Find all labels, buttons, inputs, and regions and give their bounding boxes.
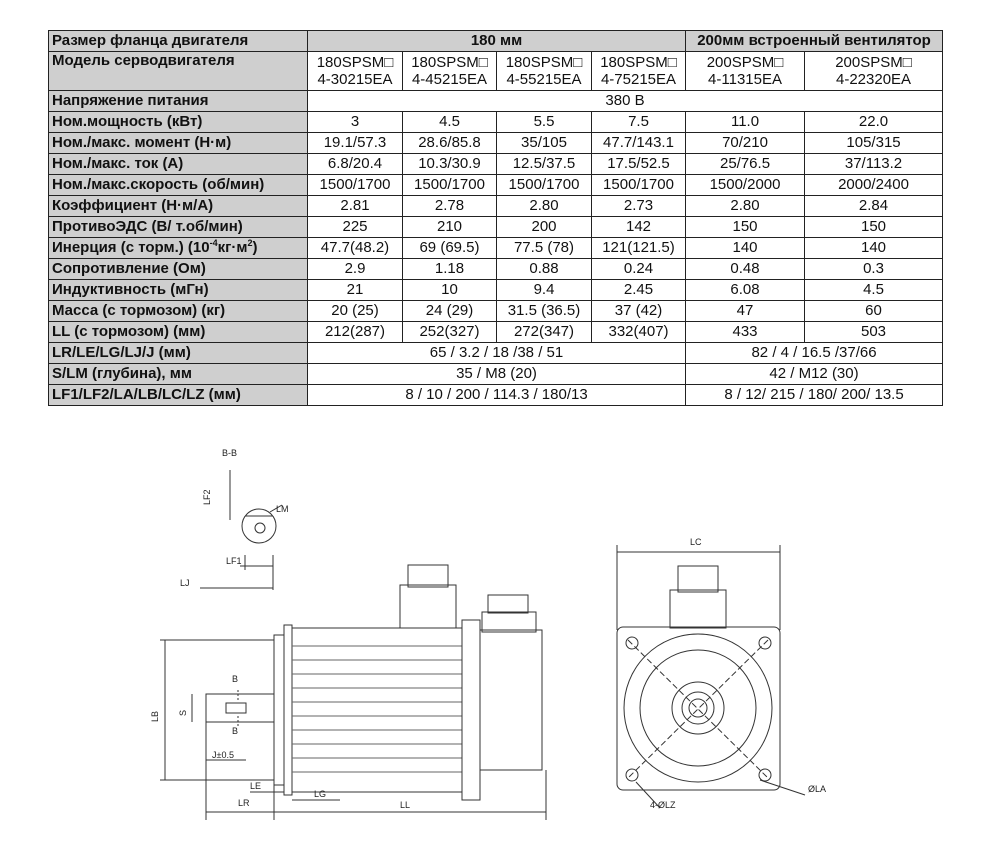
value-cell: 433 [686,322,805,343]
row-voltage [49,91,943,112]
value-cell: 20 (25) [308,301,403,322]
row-mass [49,301,943,322]
row-label: Ном.мощность (кВт) [49,112,308,133]
shaft-section-circle [242,509,276,543]
value-cell: 1500/1700 [403,175,497,196]
value-cell: 1500/1700 [592,175,686,196]
row-inductance [49,280,943,301]
lf1-label: LF1 [226,556,242,566]
value-cell: 2.80 [497,196,592,217]
encoder-connector [482,612,536,632]
value-cell: 11.0 [686,112,805,133]
value-cell: 69 (69.5) [403,238,497,259]
lf2-label: LF2 [202,489,212,505]
value-cell: 8 / 10 / 200 / 114.3 / 180/13 [308,385,686,406]
row-label: Напряжение питания [49,91,308,112]
key [226,703,246,713]
mount-hole [626,769,638,781]
center-hole [255,523,265,533]
value-cell: 35/105 [497,133,592,154]
value-cell: 105/315 [805,133,943,154]
front-connector [670,590,726,628]
row-label: Коэффициент (Н·м/А) [49,196,308,217]
power-connector [400,585,456,628]
value-cell: 0.24 [592,259,686,280]
value-cell: 6.8/20.4 [308,154,403,175]
section-label: B-B [222,448,238,458]
row-torque [49,133,943,154]
value-cell: 22.0 [805,112,943,133]
value-cell: 28.6/85.8 [403,133,497,154]
b-top-label: B [232,674,239,684]
value-cell: 82 / 4 / 16.5 /37/66 [686,343,943,364]
value-cell: 47.7(48.2) [308,238,403,259]
le-label: LE [250,781,262,791]
row-label: ПротивоЭДС (В/ т.об/мин) [49,217,308,238]
value-cell: 10.3/30.9 [403,154,497,175]
lg-label: LG [314,789,327,799]
motor-body [292,628,462,792]
value-cell: 60 [805,301,943,322]
front-outer-circle [624,634,772,782]
mount-hole [626,637,638,649]
value-cell: 2.45 [592,280,686,301]
rear-cover [462,620,480,800]
row-label: Индуктивность (мГн) [49,280,308,301]
value-cell: 47.7/143.1 [592,133,686,154]
value-cell: 142 [592,217,686,238]
row-model [49,52,943,91]
row-label: Ном./макс. момент (Н·м) [49,133,308,154]
value-cell: 503 [805,322,943,343]
value-cell: 4.5 [403,112,497,133]
row-ll [49,322,943,343]
row-slm [49,364,943,385]
value-cell: 12.5/37.5 [497,154,592,175]
row-flange [49,31,943,52]
value-cell: 2.9 [308,259,403,280]
flange-200-cell: 200мм встроенный вентилятор [686,31,943,52]
value-cell: 0.3 [805,259,943,280]
dimension-drawing [0,440,1000,865]
model-cell: 180SPSM□ 4-45215EA [403,52,497,91]
row-lr [49,343,943,364]
row-power [49,112,943,133]
voltage-cell: 380 В [308,91,943,112]
s-label: S [178,709,188,716]
value-cell: 150 [805,217,943,238]
j-label: J±0.5 [212,750,234,760]
row-label: LR/LE/LG/LJ/J (мм) [49,343,308,364]
row-resistance [49,259,943,280]
lz-label: 4-ØLZ [650,800,676,810]
value-cell: 5.5 [497,112,592,133]
value-cell: 1.18 [403,259,497,280]
value-cell: 0.88 [497,259,592,280]
value-cell: 2.73 [592,196,686,217]
value-cell: 2000/2400 [805,175,943,196]
row-coef [49,196,943,217]
value-cell: 35 / M8 (20) [308,364,686,385]
value-cell: 252(327) [403,322,497,343]
row-label: Ном./макс.скорость (об/мин) [49,175,308,196]
lb-label: LB [150,710,160,722]
value-cell: 210 [403,217,497,238]
value-cell: 37 (42) [592,301,686,322]
value-cell: 332(407) [592,322,686,343]
row-label: LL (с тормозом) (мм) [49,322,308,343]
value-cell: 2.84 [805,196,943,217]
row-label: Сопротивление (Ом) [49,259,308,280]
cooling-fins [292,646,462,772]
value-cell: 1500/1700 [497,175,592,196]
row-emf [49,217,943,238]
model-cell: 180SPSM□ 4-30215EA [308,52,403,91]
row-label: Ном./макс. ток (А) [49,154,308,175]
value-cell: 31.5 (36.5) [497,301,592,322]
value-cell: 1500/1700 [308,175,403,196]
lr-label: LR [238,798,250,808]
row-label: S/LM (глубина), мм [49,364,308,385]
value-cell: 4.5 [805,280,943,301]
value-cell: 272(347) [497,322,592,343]
value-cell: 1500/2000 [686,175,805,196]
row-label: Масса (с тормозом) (кг) [49,301,308,322]
value-cell: 140 [805,238,943,259]
value-cell: 17.5/52.5 [592,154,686,175]
value-cell: 21 [308,280,403,301]
value-cell: 225 [308,217,403,238]
value-cell: 9.4 [497,280,592,301]
spec-table [48,30,943,406]
value-cell: 200 [497,217,592,238]
la-label: ØLA [808,784,827,794]
lm-label: LM [276,504,289,514]
flange-180-cell: 180 мм [308,31,686,52]
row-label: Модель серводвигателя [49,52,308,91]
row-label: Инерция (с торм.) $(10^{-4}кг\cdot м^2)$ [49,238,308,259]
value-cell: 3 [308,112,403,133]
value-cell: 0.48 [686,259,805,280]
shaft [206,694,274,722]
value-cell: 37/113.2 [805,154,943,175]
value-cell: 25/76.5 [686,154,805,175]
value-cell: 77.5 (78) [497,238,592,259]
model-cell: 200SPSM□ 4-22320EA [805,52,943,91]
value-cell: 65 / 3.2 / 18 /38 / 51 [308,343,686,364]
value-cell: 6.08 [686,280,805,301]
model-cell: 180SPSM□ 4-55215EA [497,52,592,91]
row-lf [49,385,943,406]
lc-label: LC [690,537,702,547]
model-cell: 200SPSM□ 4-11315EA [686,52,805,91]
value-cell: 7.5 [592,112,686,133]
row-label: LF1/LF2/LA/LB/LC/LZ (мм) [49,385,308,406]
ll-label: LL [400,800,411,810]
value-cell: 2.78 [403,196,497,217]
value-cell: 24 (29) [403,301,497,322]
value-cell: 2.80 [686,196,805,217]
value-cell: 140 [686,238,805,259]
lj-label: LJ [180,578,190,588]
value-cell: 212(287) [308,322,403,343]
front-shaft [689,699,707,717]
row-speed [49,175,943,196]
value-cell: 47 [686,301,805,322]
value-cell: 2.81 [308,196,403,217]
row-inertia [49,238,943,259]
row-current [49,154,943,175]
row-label: Размер фланца двигателя [49,31,308,52]
value-cell: 10 [403,280,497,301]
flange [274,635,284,785]
value-cell: 19.1/57.3 [308,133,403,154]
model-cell: 180SPSM□ 4-75215EA [592,52,686,91]
value-cell: 8 / 12/ 215 / 180/ 200/ 13.5 [686,385,943,406]
value-cell: 42 / M12 (30) [686,364,943,385]
value-cell: 121(121.5) [592,238,686,259]
value-cell: 150 [686,217,805,238]
encoder-housing [480,630,542,770]
b-bottom-label: B [232,726,239,736]
value-cell: 70/210 [686,133,805,154]
